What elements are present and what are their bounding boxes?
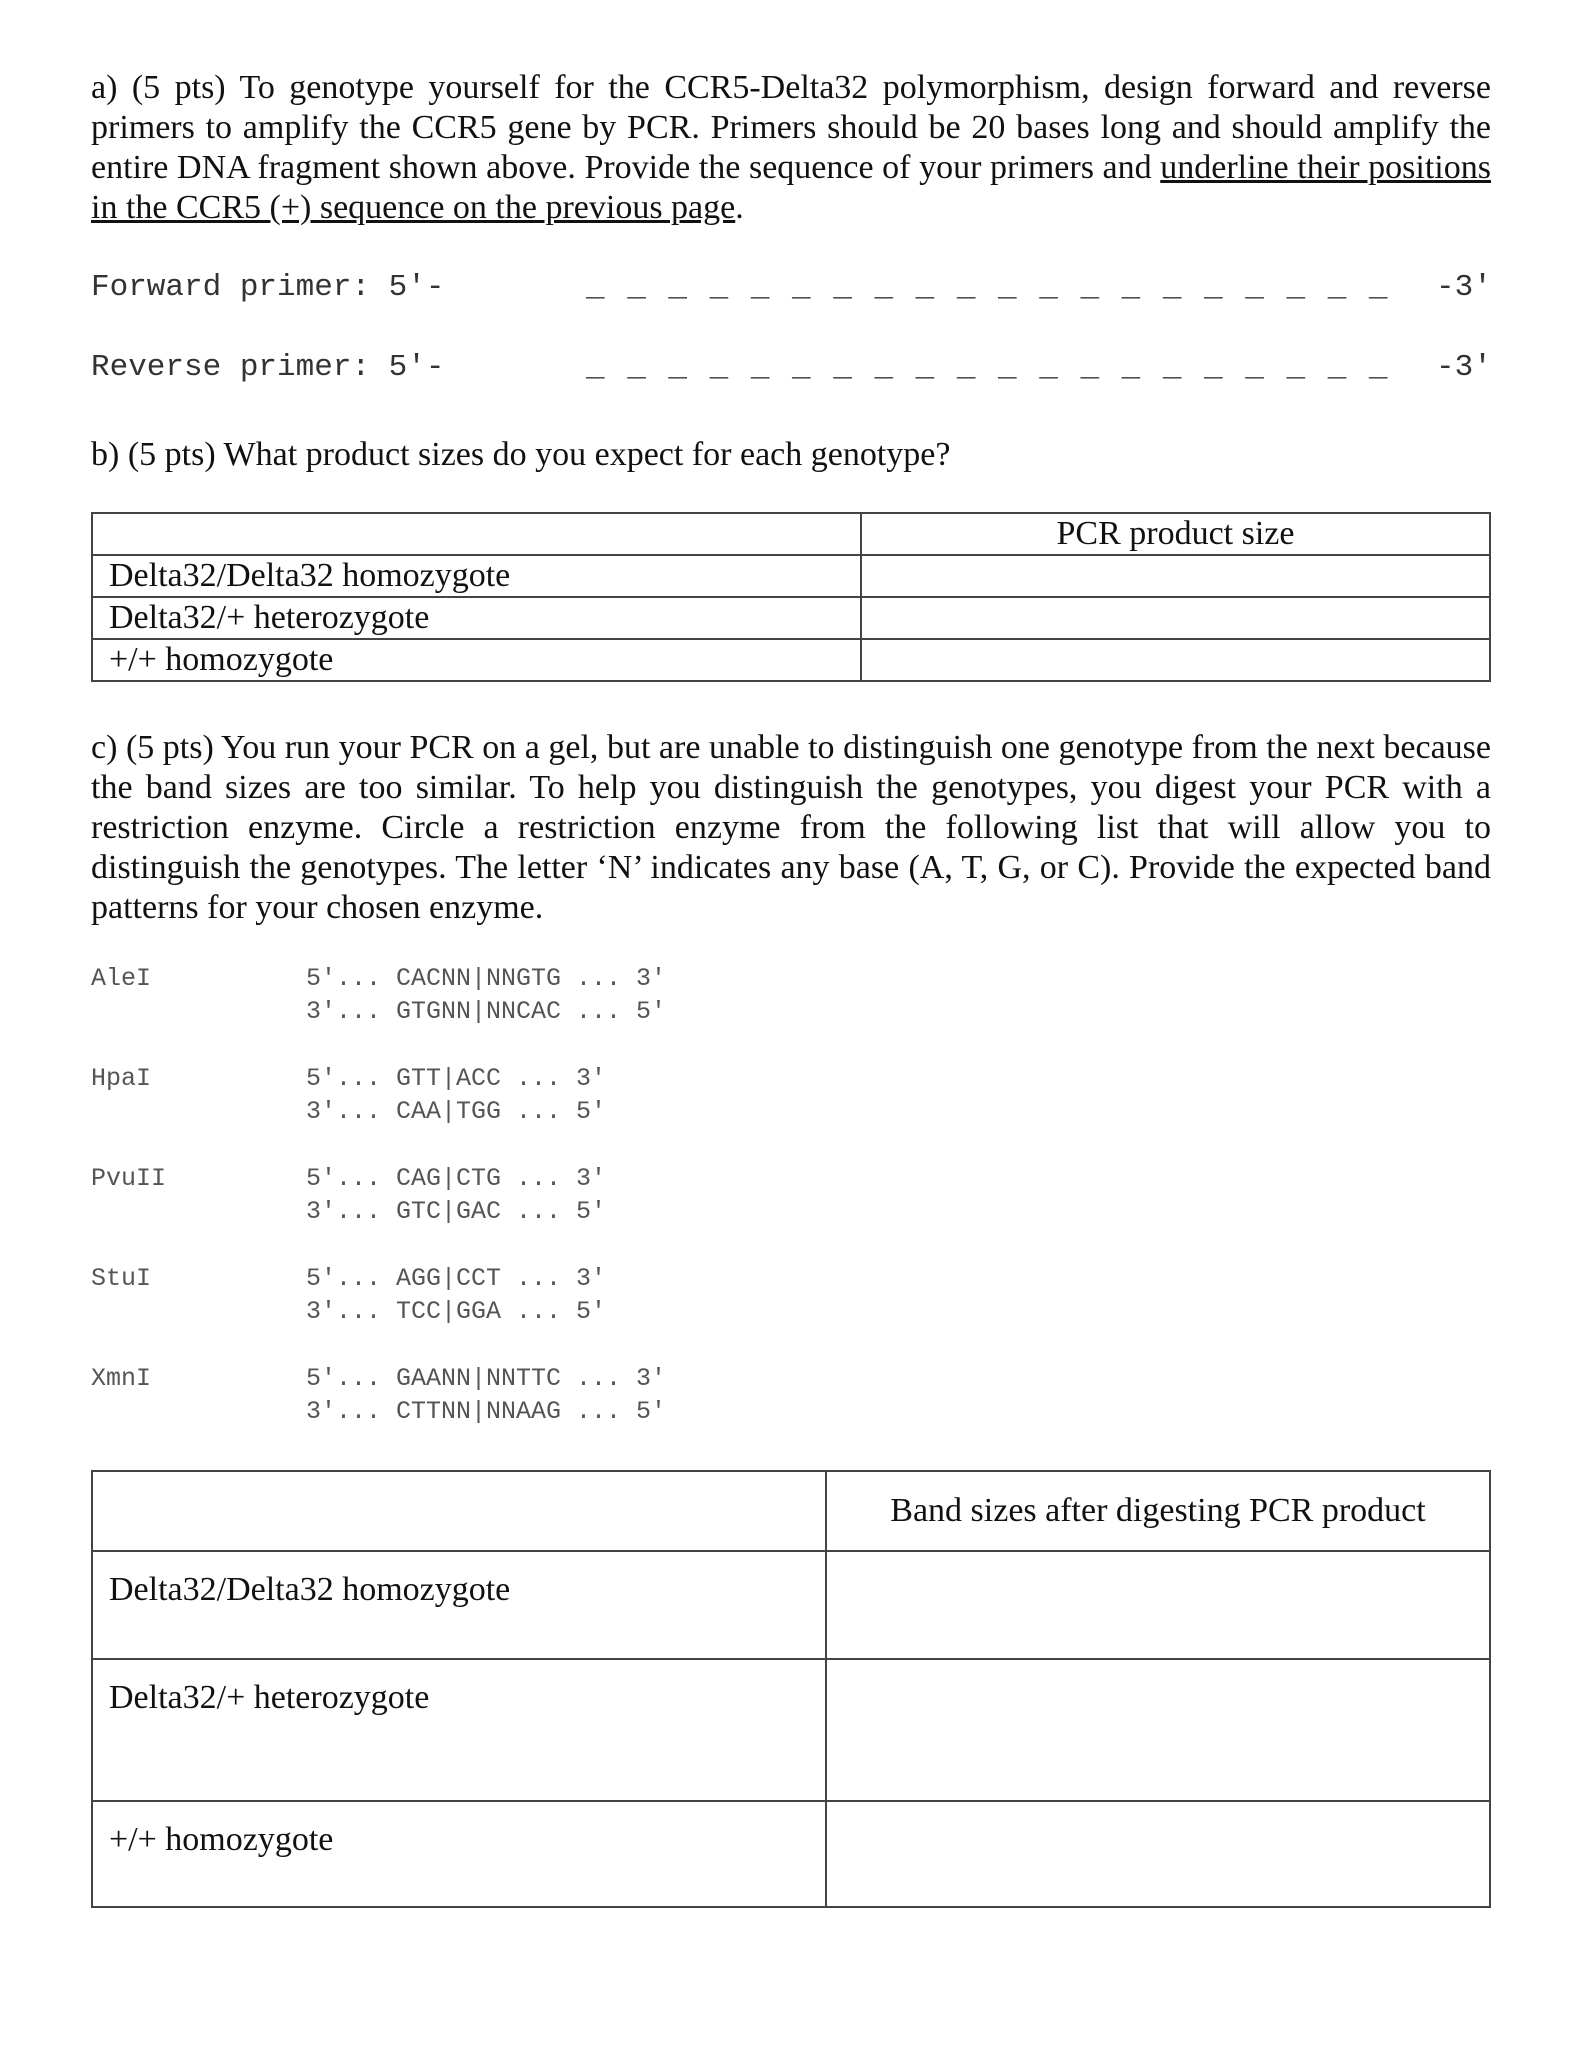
recognition-site-top: 5′... AGG|CCT ... 3′ [306, 1264, 607, 1293]
enzyme-name: AleI [91, 964, 152, 993]
part-c-question: c) (5 pts) You run your PCR on a gel, but are unable to distinguish one genotype from the next because the band sizes are too similar. To help you distinguish the genotypes, you digest your PCR with a restriction enzyme. Circle a restriction enzyme from the following list that will allow you to distinguish the genotypes. The letter ‘N’ indicates any base (A, T, G, or C). Provide the expected band patterns for your chosen enzyme. [91, 729, 1491, 926]
enzyme-name: StuI [91, 1264, 152, 1293]
table-corner-cell [92, 513, 861, 555]
table-row [92, 1659, 1490, 1801]
genotype-label: +/+ homozygote [92, 639, 861, 681]
answer-cell[interactable] [826, 1801, 1490, 1907]
recognition-site-top: 5′... CACNN|NNGTG ... 3′ [306, 964, 667, 993]
genotype-label: Delta32/Delta32 homozygote [92, 1551, 826, 1659]
answer-cell[interactable] [826, 1551, 1490, 1659]
answer-cell[interactable] [826, 1659, 1490, 1801]
part-a-text: a) (5 pts) To genotype yourself for the CCR5-Delta32 polymorphism, design forward and reverse primers to amplify the CCR5 gene by PCR. Primers should be 20 bases long and should amplify the entire DNA fragment shown above. Provide the sequence of your primers and [91, 69, 1491, 186]
table-row [92, 597, 1490, 639]
table-row [92, 639, 1490, 681]
answer-cell[interactable] [861, 555, 1490, 597]
band-sizes-header: Band sizes after digesting PCR product [826, 1471, 1490, 1551]
pcr-product-size-header: PCR product size [861, 513, 1490, 555]
enzyme-name: XmnI [91, 1364, 152, 1393]
table-row [92, 1551, 1490, 1659]
recognition-site-bottom: 3′... TCC|GGA ... 5′ [306, 1297, 607, 1326]
recognition-site-bottom: 3′... GTGNN|NNCAC ... 5′ [306, 997, 667, 1026]
recognition-site-top: 5′... GAANN|NNTTC ... 3′ [306, 1364, 667, 1393]
table-row [92, 555, 1490, 597]
reverse-primer-label: Reverse primer: 5′- [91, 350, 445, 385]
enzyme-name: HpaI [91, 1064, 152, 1093]
part-b-question: b) (5 pts) What product sizes do you expect for each genotype? [91, 436, 951, 473]
genotype-label: Delta32/Delta32 homozygote [92, 555, 861, 597]
part-a-underlined-text: underline their positions in the CCR5 (+) sequence on the previous page [91, 149, 1491, 226]
reverse-primer-row [91, 350, 1501, 390]
genotype-label: +/+ homozygote [92, 1801, 826, 1907]
answer-cell[interactable] [861, 597, 1490, 639]
recognition-site-bottom: 3′... GTC|GAC ... 5′ [306, 1197, 607, 1226]
forward-primer-label: Forward primer: 5′- [91, 270, 445, 305]
table-corner-cell [92, 1471, 826, 1551]
table-header-row [92, 513, 1490, 555]
forward-primer-blanks[interactable]: _ _ _ _ _ _ _ _ _ _ _ _ _ _ _ _ _ _ _ _ [586, 270, 1390, 305]
answer-cell[interactable] [861, 639, 1490, 681]
genotype-label: Delta32/+ heterozygote [92, 597, 861, 639]
recognition-site-top: 5′... CAG|CTG ... 3′ [306, 1164, 607, 1193]
table-row [92, 1801, 1490, 1907]
forward-primer-row [91, 270, 1501, 310]
band-sizes-table [91, 1470, 1491, 1908]
reverse-primer-end: -3′ [1436, 350, 1492, 385]
part-a-question [91, 68, 1491, 228]
reverse-primer-blanks[interactable]: _ _ _ _ _ _ _ _ _ _ _ _ _ _ _ _ _ _ _ _ [586, 350, 1390, 385]
forward-primer-end: -3′ [1436, 270, 1492, 305]
genotype-label: Delta32/+ heterozygote [92, 1659, 826, 1801]
table-header-row [92, 1471, 1490, 1551]
pcr-product-size-table [91, 512, 1491, 682]
enzyme-name: PvuII [91, 1164, 167, 1193]
recognition-site-bottom: 3′... CTTNN|NNAAG ... 5′ [306, 1397, 667, 1426]
recognition-site-bottom: 3′... CAA|TGG ... 5′ [306, 1097, 607, 1126]
part-a-tail: . [735, 189, 744, 226]
recognition-site-top: 5′... GTT|ACC ... 3′ [306, 1064, 607, 1093]
